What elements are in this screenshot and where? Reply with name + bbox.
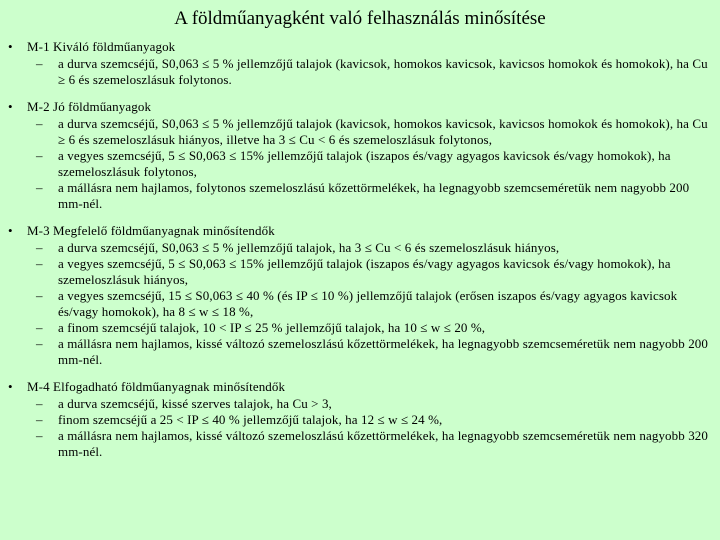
list-item-text: a durva szemcséjű, S0,063 ≤ 5 % jellemzőjű talajok, ha 3 ≤ Cu < 6 és szemeloszlásuk hiányos,: [58, 240, 560, 255]
list-item-text: a durva szemcséjű, S0,063 ≤ 5 % jellemzőjű talajok (kavicsok, homokos kavicsok, kavicsos homokok és homokok), ha Cu ≥ 6 és szemeloszlásuk folytonos.: [58, 56, 708, 87]
list-item: [8, 180, 712, 212]
dash-icon: –: [36, 428, 43, 443]
dash-icon: –: [36, 336, 43, 351]
dash-icon: –: [36, 240, 43, 255]
list-item: [8, 336, 712, 368]
section-1: [8, 38, 712, 88]
dash-icon: –: [36, 288, 43, 303]
list-item-text: a vegyes szemcséjű, 5 ≤ S0,063 ≤ 15% jellemzőjű talajok (iszapos és/vagy agyagos kavicsok és/vagy homokok), ha szemeloszlásuk folytonos,: [58, 148, 671, 179]
list-item-text: a finom szemcséjű talajok, 10 < IP ≤ 25 % jellemzőjű talajok, ha 10 ≤ w ≤ 20 %,: [58, 320, 486, 335]
section-heading: [8, 38, 712, 55]
section-heading-text: M-4 Elfogadható földműanyagnak minősítendők: [27, 379, 286, 394]
bullet-icon: •: [8, 99, 13, 114]
section-2: [8, 98, 712, 212]
slide-content: [8, 38, 712, 460]
bullet-icon: •: [8, 379, 13, 394]
dash-icon: –: [36, 396, 43, 411]
section-heading: [8, 98, 712, 115]
bullet-icon: •: [8, 223, 13, 238]
section-heading-text: M-2 Jó földműanyagok: [27, 99, 152, 114]
item-list: [8, 116, 712, 212]
list-item-text: a durva szemcséjű, kissé szerves talajok, ha Cu > 3,: [58, 396, 332, 411]
item-list: [8, 396, 712, 460]
list-item: [8, 240, 712, 256]
slide-title: A földműanyagként való felhasználás minősítése: [174, 8, 546, 29]
list-item: [8, 320, 712, 336]
section-heading: [8, 222, 712, 239]
dash-icon: –: [36, 116, 43, 131]
list-item: [8, 428, 712, 460]
list-item-text: a mállásra nem hajlamos, folytonos szemeloszlású kőzettörmelékek, ha legnagyobb szemcseméretük nem nagyobb 200 mm-nél.: [58, 180, 690, 211]
section-heading: [8, 378, 712, 395]
dash-icon: –: [36, 412, 43, 427]
list-item: [8, 256, 712, 288]
list-item: [8, 116, 712, 148]
list-item-text: finom szemcséjű a 25 < IP ≤ 40 % jellemzőjű talajok, ha 12 ≤ w ≤ 24 %,: [58, 412, 443, 427]
list-item: [8, 148, 712, 180]
list-item: [8, 396, 712, 412]
dash-icon: –: [36, 320, 43, 335]
section-heading-text: M-3 Megfelelő földműanyagnak minősítendők: [27, 223, 275, 238]
list-item: [8, 288, 712, 320]
list-item-text: a durva szemcséjű, S0,063 ≤ 5 % jellemzőjű talajok (kavicsok, homokos kavicsok, kavicsos homokok és homokok), ha Cu ≥ 6 és szemeloszlásuk hiányos, illetve ha 3 ≤ Cu < 6 és szemeloszlásuk folytonos,: [58, 116, 708, 147]
list-item-text: a mállásra nem hajlamos, kissé változó szemeloszlású kőzettörmelékek, ha legnagyobb szemcseméretük nem nagyobb 320 mm-nél.: [58, 428, 708, 459]
bullet-icon: •: [8, 39, 13, 54]
section-3: [8, 222, 712, 368]
list-item: [8, 412, 712, 428]
section-4: [8, 378, 712, 460]
dash-icon: –: [36, 180, 43, 195]
section-heading-text: M-1 Kiváló földműanyagok: [27, 39, 176, 54]
list-item-text: a vegyes szemcséjű, 5 ≤ S0,063 ≤ 15% jellemzőjű talajok (iszapos és/vagy agyagos kavicsok és/vagy homokok), ha szemeloszlásuk hiányos,: [58, 256, 671, 287]
dash-icon: –: [36, 256, 43, 271]
list-item-text: a mállásra nem hajlamos, kissé változó szemeloszlású kőzettörmelékek, ha legnagyobb szemcseméretük nem nagyobb 200 mm-nél.: [58, 336, 708, 367]
dash-icon: –: [36, 56, 43, 71]
item-list: [8, 240, 712, 368]
item-list: [8, 56, 712, 88]
list-item-text: a vegyes szemcséjű, 15 ≤ S0,063 ≤ 40 % (és IP ≤ 10 %) jellemzőjű talajok (erősen iszapos és/vagy agyagos kavicsok és/vagy homokok), ha 8 ≤ w ≤ 18 %,: [58, 288, 678, 319]
list-item: [8, 56, 712, 88]
dash-icon: –: [36, 148, 43, 163]
